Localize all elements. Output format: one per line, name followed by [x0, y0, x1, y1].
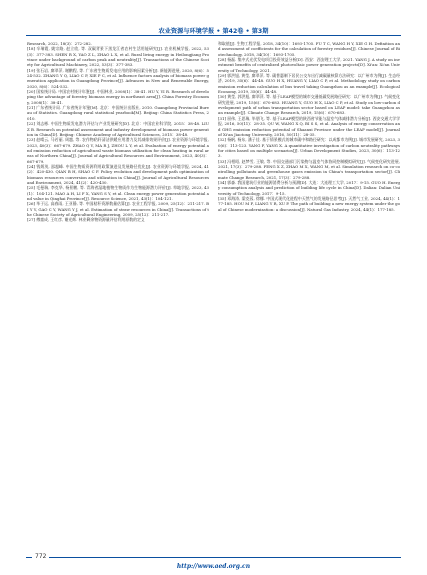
- reference-entry: [20] 国家统计局. 中国农村统计年鉴[J]. 中国林业, 2008(1)：38-41. HU Y, YI R. Research of developing the advantage of forestry biomass energy in northeast area[J]. China Forestry Economy, 2008(1)：38-41.: [27, 89, 209, 105]
- reference-entry: [32] 杨帆, 杨东, 潘子佳. 基于情景模式的城市碳中和路径研究：以成都市为例[J]. 城市发展研究, 2023, 30(6)：113-123. YANG F, YANG X. A quantitative investigation of carbon neutrality pathways for cities based on multiple scenarios[J]. Urban Development Studies, 2023, 30(6)：113-123.: [218, 137, 400, 159]
- reference-entry: [24] 钱炳茂, 邵超峰. 中国生物质资源利用政策演进及发展路径优化[J]. 农业资源与环境学报, 2024, 41(2)：420-430. QIAN B H, SHAO C F. Policy evolution and development path optimization of biomass resources conversion and utilization in China[J]. Journal of Agricultural Resources and Environment, 2024, 41(2)：420-430.: [27, 163, 209, 185]
- reference-entry: [33] 冯相昭, 赵梦雪, 王敏, 等. 中国交通部门污染物与温室气体协同控制模拟研究[J]. 气候变化研究进展, 2021, 17(3)：279-288. FENG X Z, ZHAO M X, WANG M, et al. Simulation research on co-controlling pollutants and greenhouse gases emission in China's transportation sector[J]. Climate Change Research, 2021, 17(3)：279-288.: [218, 158, 400, 180]
- reference-entry: [26] 毕于运, 高春雨, 王亚静, 等. 中国秸秆资源数量估算[J]. 农业工程学报, 2009, 25(12)：211-217. BI Y Y, GAO C Y, WANG Y J, et al. Estimation of straw resources in China[J]. Transactions of the Chinese Society of Agricultural Engineering, 2009, 25(12)：211-217.: [27, 201, 209, 217]
- journal-url-link[interactable]: http://www.aed.org.cn: [173, 563, 254, 570]
- page-footer: [0, 552, 427, 568]
- page-number: 772: [32, 553, 49, 560]
- reference-column-right: [218, 41, 400, 539]
- reference-entry: [27] 傅童成, 王红彦, 谢光辉. 林业剩余物资源量评估利用原数的定义: [27, 217, 145, 223]
- reference-entry: [28] 杨磊. 集中式光伏发电项目投资效益分析[D]. 西安：西安理工大学, 2021. YANG J. A study on investment benefits of centralized photovoltaic power generation projects[D]. Xi'an: Xi'an University of Technology, 2021.: [218, 57, 400, 73]
- page-header: [0, 0, 427, 40]
- reference-entry: [22] 刘志彬. 中国生物质发电潜力评估与产业发展研究[D]. 北京：中国农业科学院, 2015：38-48. LIU Z B. Research on potential assessment and industry development of biomass power generation in China[D]. Beijing: Chinese Academy of Agricultural Sciences, 2015：38-48.: [27, 121, 209, 137]
- reference-entry: Research, 2022, 18(3)：272-282.: [27, 41, 92, 46]
- header-rule: [26, 35, 401, 36]
- reference-column-left: [27, 41, 209, 539]
- reference-entry: [23] 赵晴云, 马若丽, 周越, 等. 农作物秸秆清洁供暖应用潜力及其减排效果评价[J]. 农业资源与环境学报, 2023, 40(3)：667-679. ZHAO Q Y, MA R J, ZHOU L Y, et al. Evaluation of energy potential and emission reduction of agricultural waste biomass utilization for clean heating in rural areas of Northern China[J]. Journal of Agricultural Resources and Environment, 2023, 40(3)：667-679.: [27, 137, 209, 164]
- reference-entry: [25] 毛曼瑞, 李克华, 杨景鹏, 等. 青海省湿地植物生物质作为生物能源潜力评价[J]. 草地学报, 2023, 43(1)：104-121. MAO A H, LI F X, YANG S Y, et al. Clean energy power generation potential and value in Qinghai Province[J]. Resource Science, 2021, 43(1)：104-121.: [27, 185, 209, 201]
- reference-entry: [19] 张石岩, 廖翠萍, 谢鹏程, 等. 广东省生物质发电应用的影响因素分析[J]. 新能源进展, 2020, 8(6)：524-532. ZHANG Y Q, LIAO C P, XIE P C, et al. Influence factors analysis of biomass power generation application in Guangdong Province[J]. Advances in New and Renewable Energy, 2020, 8(6)：524-532.: [27, 67, 209, 89]
- reference-entry: [31] 屈伟, 王思瑞, 毕朋飞, 等. 基于LEAP模型的陕西省节能与温室气体减排潜力分析[J]. 西安交通大学学报, 2016, 50(11)：28-35. QU W, WANG X Q, BI S S, et al. Analysis of energy conservation and GHG emission reduction potential of Shaanxi Province under the LEAP model[J]. Journal of Xi'an Jiaotong University, 2016, 50(11)：28-35.: [218, 115, 400, 137]
- reference-entry: [29] 郭洪旭, 黄莹, 廖翠萍, 等. 碳普惠制下居民公交车出行减碳量核算方法研究：以广州市为例[J]. 生态经济, 2019, 35(6)：44-48. GUO H X, HUANG Y, LIAO C P, et al. Methodology study on carbon emission reduction calculation of bus travel taking Guangzhou as an example[J]. Ecological Economy, 2019, 35(6)：44-48.: [218, 73, 400, 95]
- reference-entry: [30] 黄莹, 郭洪旭, 廖翠萍, 等. 基于LEAP模型的城市交通低碳发展路径研究：以广州市为例[J]. 气候变化研究进展, 2019, 15(6)：670-683. HUANG Y, GUO H X, LIAO C P, et al. Study on low-carbon development path of urban transportation sector based on LEAP model: take Guangzhou as an example[J]. Climate Change Research, 2019, 15(6)：670-683.: [218, 94, 400, 116]
- journal-running-title: 农业资源与环境学报 • 第42卷 • 第3期: [158, 28, 269, 35]
- reference-entry: [18] 辛瑞霞, 姚宗路, 赵立欣, 等. 双碳背景下黑龙江省农村生活用能研究[J]. 农业机械学报, 2022, 53(3)：377-383. SHEN R X, YAO Z L, ZHAO L X, et al. Rural living energy in Heilongjiang Province under background of carbon peak and neutrality[J]. Transactions of the Chinese Society for Agricultural Machinery, 2022, 53(3)：377-383.: [27, 46, 209, 68]
- reference-entry: [35] 邓海涛, 梁克蓉, 徐娜. 中国式现代化进程中天然气的发展路径思考[J]. 天然气工业, 2024, 44(1)：177-185. HOU M F, LIANG Y R, XU P. The path of building a new energy system under the goal of Chinese modernization: a discussion[J]. Natural Gas Industry, 2024, 44(1)：177-185.: [218, 195, 400, 212]
- reference-entry: [34] 郭森. 我国建筑行业的能源消费分析与预测[D]. 大连：大连理工大学, 2017：9-15. GUO H. Energy consumption analysis and prediction of building life cycle in China[D]. Dalian: Dalian University of Technology, 2017：9-15.: [218, 179, 400, 196]
- reference-entry: [21] 广东省统计局. 广东省统计年鉴[M]. 北京：中国统计出版社, 2010. Guangdong Provincial Bureau of Statistics. Guangdong rural statistical yearbook[M]. Beijing: China Statistics Press, 2010.: [27, 105, 209, 121]
- reference-entry: 和取值[J]. 生物工程学报, 2018, 34(10)：1693-1705. FU T C, WANG H Y, XIE G H. Definition and assessment of coefficients for the calculation of forestry residues[J]. Chinese Journal of Biotechnology, 2018, 34(10)：1693-1705.: [218, 41, 400, 57]
